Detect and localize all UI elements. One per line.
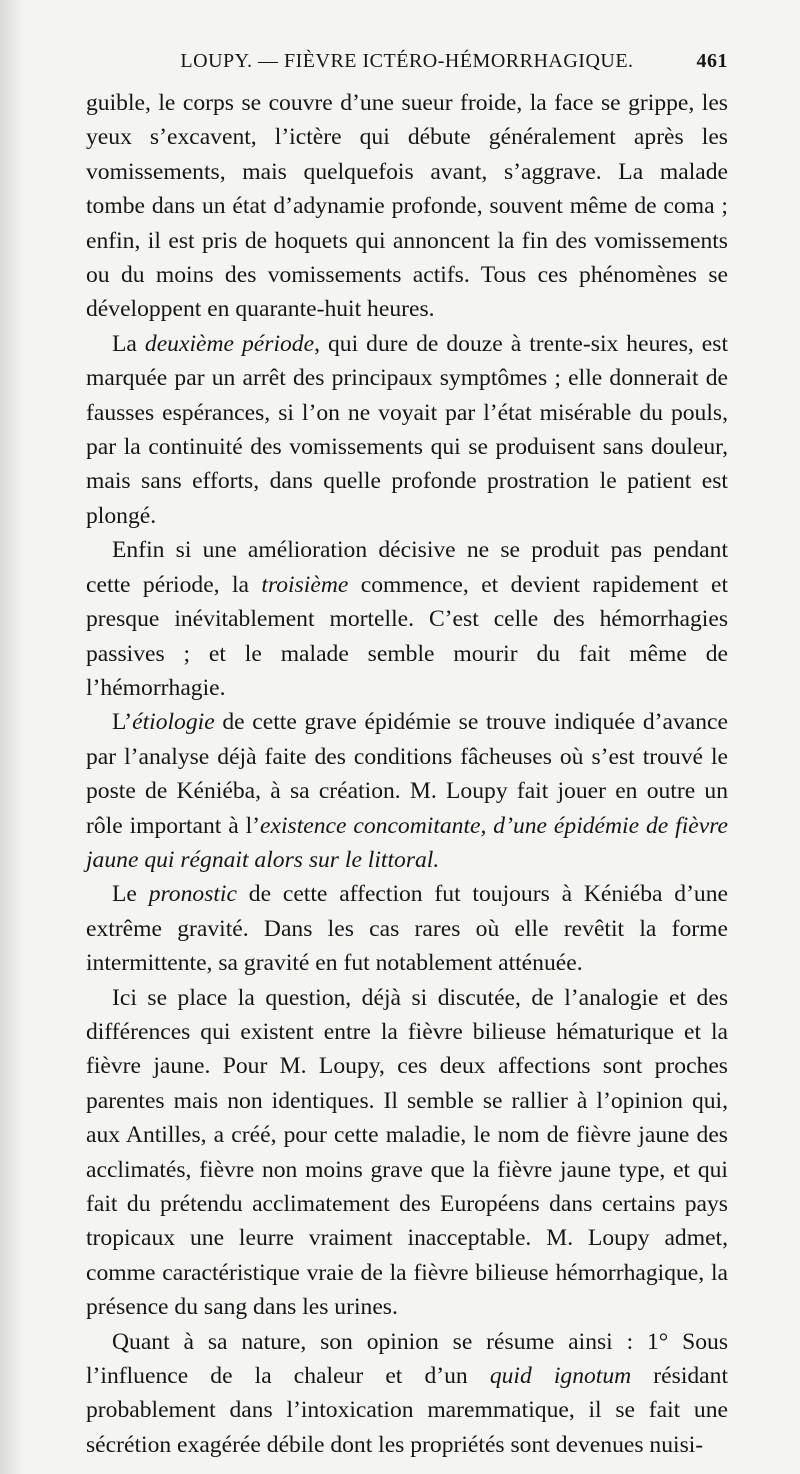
paragraph xyxy=(86,981,728,1325)
paragraph xyxy=(86,1325,728,1463)
text-segment: L’ xyxy=(112,709,133,736)
paragraph xyxy=(86,705,728,877)
text-segment: , qui dure de douze à trente-six heures, est marquée par un arrêt des principaux symptômes ; elle donnerait de fausses espérances, si l’on ne voyait par l’état misérable du pouls, par la continuité des vomissements qui se produisent sans douleur, mais sans efforts, dans quelle profonde prostration le patient est plongé. xyxy=(86,330,729,529)
italic-segment: étiologie xyxy=(132,709,215,736)
paragraph xyxy=(86,86,728,327)
text-segment: de cette affection fut toujours à Kéniéba d’une extrême gravité. Dans les cas rares où elle revêtit la forme intermittente, sa gravité en fut notablement atténuée. xyxy=(86,881,728,977)
text-segment: La xyxy=(112,330,145,357)
text-segment: Le xyxy=(112,881,149,908)
italic-segment: pronostic xyxy=(148,881,237,908)
italic-segment: existence concomitante, d’une épidémie de fièvre jaune qui régnait alors sur le littoral. xyxy=(86,812,728,873)
body-text xyxy=(86,86,728,1462)
italic-segment: quid ignotum xyxy=(489,1363,632,1390)
text-segment: Enfin si une amélioration décisive ne se produit pas pendant cette période, la xyxy=(86,537,728,598)
text-segment: résidant probablement dans l’intoxication maremmatique, il se fait une sécrétion exagérée débile dont les propriétés sont devenues nuisi- xyxy=(86,1363,728,1458)
text-segment: Quant à sa nature, son opinion se résume ainsi : 1° Sous l’influence de la chaleur et d’un xyxy=(86,1328,728,1390)
paragraph xyxy=(86,877,728,980)
paragraph xyxy=(86,327,728,533)
text-segment: de cette grave épidémie se trouve indiquée d’avance par l’analyse déjà faite des conditions fâcheuses où s’est trouvé le poste de Kéniéba, à sa création. M. Loupy fait jouer en outre un rôle important à l’ xyxy=(86,709,728,839)
text-segment: guible, le corps se couvre d’une sueur froide, la face se grippe, les yeux s’excavent, l’ictère qui débute généralement après les vomissements, mais quelquefois avant, s’aggrave. La malade tombe dans un état d’adynamie profonde, souvent même de coma ; enfin, il est pris de hoquets qui annoncent la fin des vomissements ou du moins des vomissements actifs. Tous ces phénomènes se développent en quarante-huit heures. xyxy=(86,90,728,323)
italic-segment: troisième xyxy=(261,571,349,598)
page-number: 461 xyxy=(696,50,728,72)
running-title: LOUPY. — FIÈVRE ICTÉRO-HÉMORRHAGIQUE. xyxy=(180,50,634,72)
italic-segment: deuxième période xyxy=(144,330,315,357)
text-segment: commence, et devient rapidement et presque inévitablement mortelle. C’est celle des hémorrhagies passives ; et le malade semble mourir du fait même de l’hémorrhagie. xyxy=(86,571,729,701)
page-header xyxy=(86,50,728,86)
text-segment: Ici se place la question, déjà si discutée, de l’analogie et des différences qui existent entre la fièvre bilieuse hématurique et la fièvre jaune. Pour M. Loupy, ces deux affections sont proches parentes mais non identiques. Il semble se rallier à l’opinion qui, aux Antilles, a créé, pour cette maladie, le nom de fièvre jaune des acclimatés, fièvre non moins grave que la fièvre jaune type, et qui fait du prétendu acclimatement des Européens dans certains pays tropicaux une leurre vraiment inacceptable. M. Loupy admet, comme caractéristique vraie de la fièvre bilieuse hémorrhagique, la présence du sang dans les urines. xyxy=(86,984,728,1321)
paragraph xyxy=(86,533,728,705)
